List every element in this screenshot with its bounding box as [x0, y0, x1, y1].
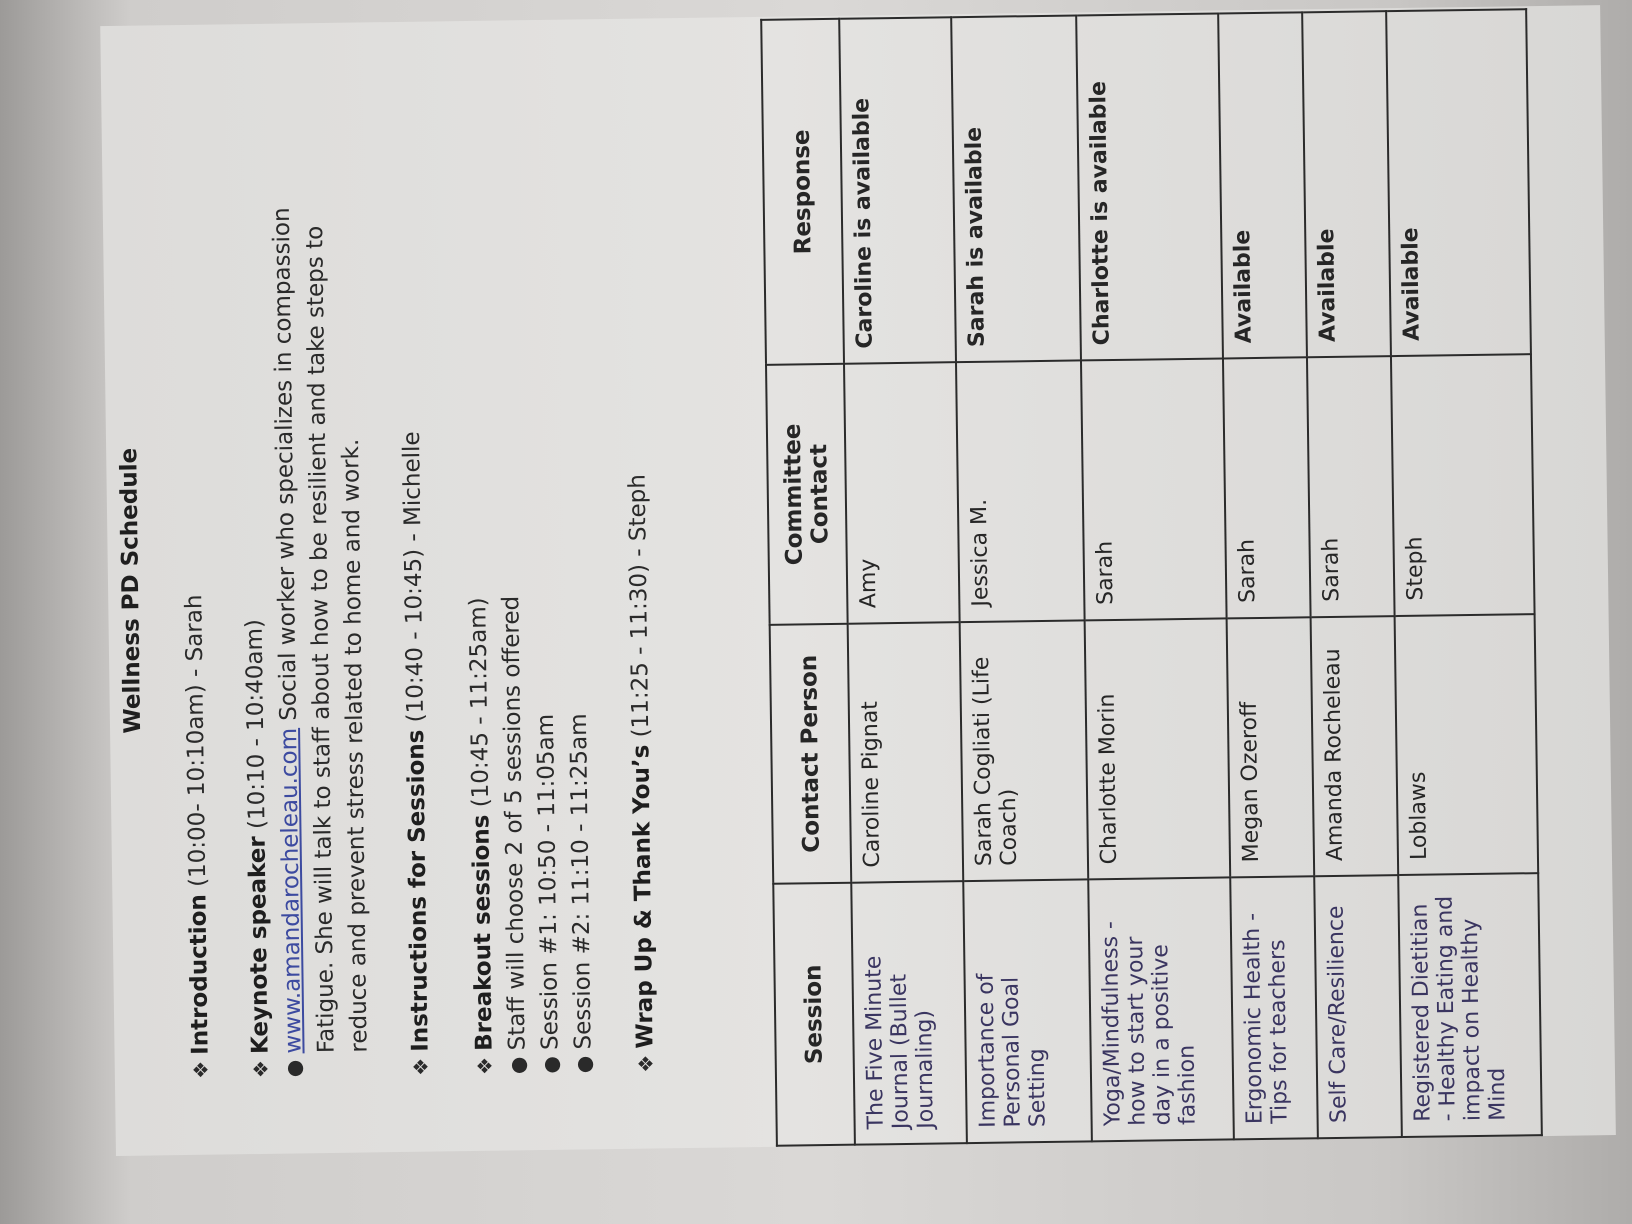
committee-contact-cell: Steph [1391, 354, 1535, 616]
table-row [839, 17, 967, 1144]
contact-person-cell: Charlotte Morin [1085, 618, 1231, 879]
agenda-item-instructions [390, 32, 434, 1082]
breakout-text: Session #2: 11:10 - 11:25am [565, 713, 597, 1050]
committee-contact-cell: Sarah [1081, 359, 1227, 621]
keynote-text: Social worker who specializes in compassion [268, 207, 303, 729]
contact-person-cell: Caroline Pignat [848, 622, 964, 883]
table-row [1302, 11, 1402, 1138]
contact-person-cell: Megan Ozeroff [1227, 617, 1315, 878]
agenda-heading: Instructions for Sessions [403, 729, 434, 1052]
session-cell: Importance of Personal Goal Setting [963, 880, 1092, 1144]
paper-page [100, 5, 1616, 1156]
breakout-text: Staff will choose 2 of 5 sessions offered [498, 595, 531, 1051]
response-cell: Caroline is available [839, 17, 956, 364]
contact-person-cell: Amanda Rocheleau [1311, 616, 1399, 877]
column-header-response: Response [761, 19, 844, 365]
agenda-detail: (10:45 - 11:25am) [465, 597, 495, 815]
document-title: Wellness PD Schedule [116, 447, 147, 734]
column-header-session: Session [773, 883, 855, 1146]
diamond-bullet-icon: ❖ [633, 1054, 658, 1073]
agenda-detail: (10:00- 10:10am) - Sarah [181, 594, 212, 895]
session-cell: Registered Dietitian - Healthy Eating and impact on Healthy Mind [1398, 873, 1542, 1137]
diamond-bullet-icon: ❖ [408, 1057, 433, 1076]
session-cell: Ergonomic Health - Tips for teachers [1230, 876, 1318, 1139]
dot-bullet-icon: ● [538, 1056, 563, 1074]
agenda-detail: (10:40 - 10:45) - Michelle [398, 431, 430, 730]
dot-bullet-icon: ● [505, 1056, 530, 1075]
diamond-bullet-icon: ❖ [188, 1060, 213, 1079]
keynote-text: reduce and prevent stress related to home and work. [338, 438, 373, 1053]
agenda-detail: (11:25 - 11:30) - Steph [624, 473, 655, 745]
breakout-text: Session #1: 10:50 - 11:05am [532, 713, 564, 1051]
session-cell: Yoga/Mindfulness - how to start your day in a positive fashion [1088, 878, 1234, 1142]
diamond-bullet-icon: ❖ [248, 1059, 273, 1079]
column-header-committee-contact: Committee Contact [766, 364, 848, 625]
dot-bullet-icon: ● [571, 1055, 596, 1074]
committee-contact-cell: Amy [844, 362, 960, 623]
response-cell: Sarah is available [951, 15, 1081, 362]
response-cell: Available [1302, 11, 1391, 357]
table-row [1076, 14, 1234, 1142]
committee-contact-cell: Sarah [1223, 357, 1311, 618]
agenda-heading: Breakout sessions [468, 814, 498, 1052]
keynote-text: Fatigue. She will talk to staff about how to be resilient and take steps to [302, 225, 340, 1054]
agenda-item-breakout [454, 31, 498, 1081]
agenda-item-wrap-up [615, 29, 659, 1079]
agenda-heading: Introduction [185, 894, 214, 1055]
table-row [1218, 12, 1318, 1139]
diamond-bullet-icon: ❖ [472, 1056, 497, 1075]
committee-contact-cell: Jessica M. [956, 361, 1085, 622]
agenda-heading: Wrap Up & Thank You’s [628, 744, 659, 1049]
paper-sheet [100, 5, 1616, 1156]
agenda-item-introduction [170, 35, 214, 1085]
response-cell: Available [1386, 9, 1531, 356]
column-header-contact-person: Contact Person [770, 623, 852, 884]
session-cell: Self Care/Resilience [1314, 875, 1402, 1138]
committee-contact-cell: Sarah [1307, 356, 1395, 617]
table-row [1386, 9, 1542, 1137]
response-cell: Charlotte is available [1076, 14, 1223, 361]
sessions-table [760, 8, 1543, 1147]
agenda-item-keynote [230, 34, 274, 1084]
agenda-detail: (10:10 - 10:40am) [241, 618, 271, 837]
agenda-heading: Keynote speaker [244, 836, 274, 1055]
table-row [951, 15, 1092, 1143]
session-cell: The Five Minute Journal (Bullet Journaling) [851, 881, 967, 1144]
dot-bullet-icon: ● [281, 1059, 306, 1078]
speaker-website-link[interactable]: www.amandarocheleau.com [276, 727, 307, 1054]
contact-person-cell: Loblaws [1395, 614, 1539, 875]
response-cell: Available [1218, 12, 1307, 358]
contact-person-cell: Sarah Cogliati (Life Coach) [960, 620, 1089, 881]
